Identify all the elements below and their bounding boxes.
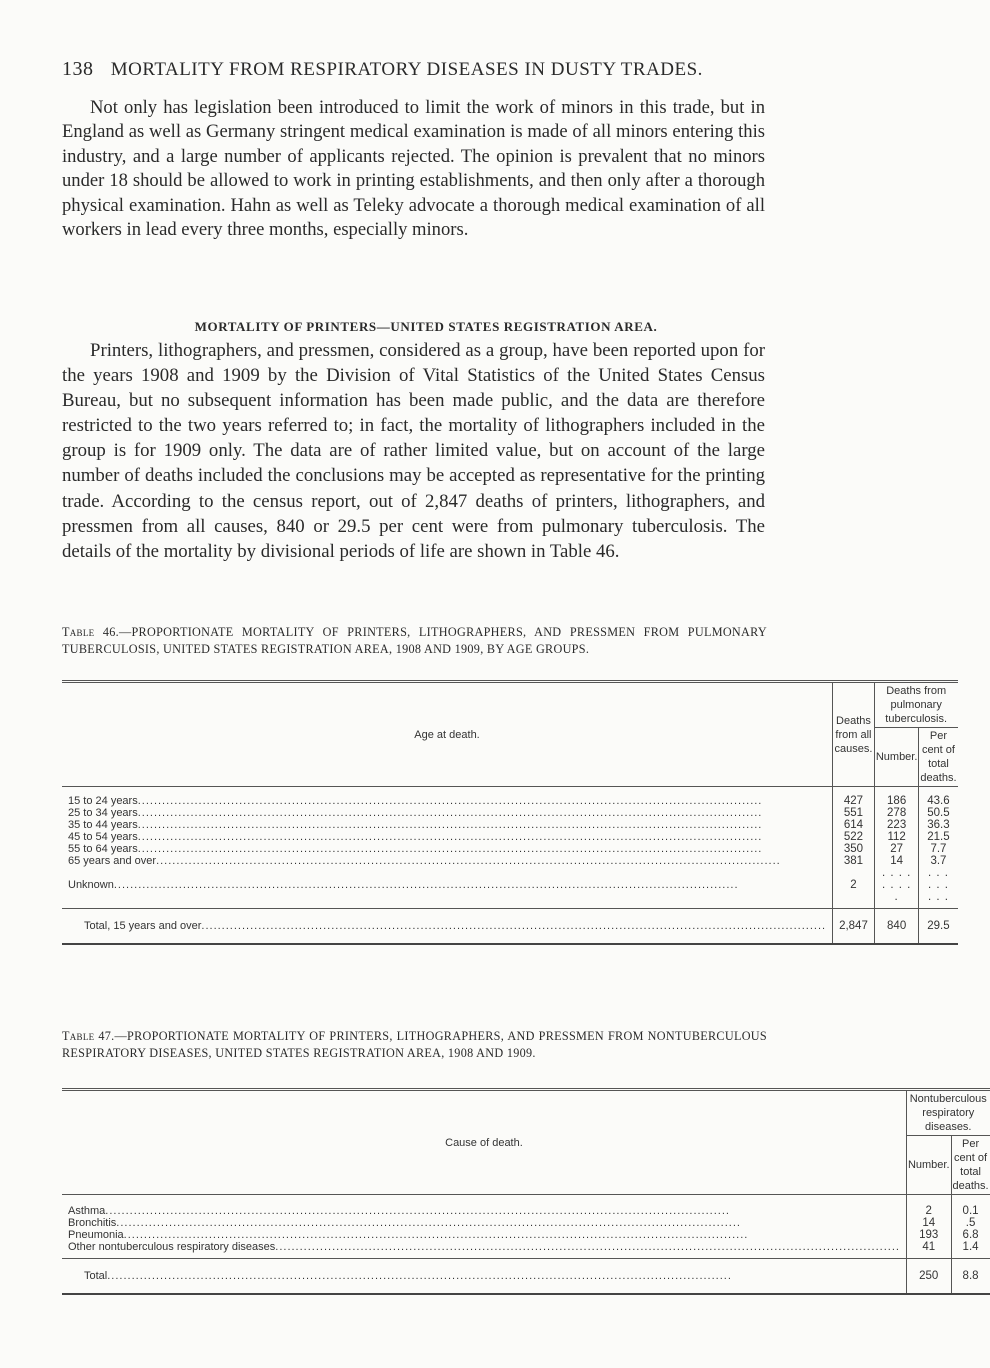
table-row xyxy=(62,1217,990,1229)
age-cell: 55 to 64 years ..... xyxy=(62,843,833,855)
col-header-percent: Per cent of total deaths. xyxy=(919,728,958,787)
percent-cell: 7.7 xyxy=(930,842,947,855)
col-header-group-tb: Deaths from pulmonary tuberculosis. xyxy=(874,682,957,728)
number-cell: 278 xyxy=(874,807,919,819)
age-cell: 65 years and over ..... xyxy=(62,855,833,867)
total-label: Total, 15 years and over ..... xyxy=(62,909,833,945)
paragraph-text: Not only has legislation been introduced to limit the work of minors in this trade, but in England as well as Germany stringent medical examination is made of all minors entering this industry, and a large number of applicants rejected. The opinion is prevalent that no minors under 18 should be allowed to work in printing establishments, and then only after a thorough physical examination. Hahn as well as Teleky advocate a thorough medical examination of all workers in lead every three months, especially minors. xyxy=(62,97,765,241)
all-causes-cell: 522 xyxy=(833,831,875,843)
percent-cell: 6.8 xyxy=(962,1228,979,1241)
percent-cell: 21.5 xyxy=(927,830,950,843)
number-cell: 186 xyxy=(874,795,919,807)
percent-cell: 50.5 xyxy=(927,806,950,819)
percent-cell: . . . . . . . . . xyxy=(927,866,949,903)
total-label: Total ..... xyxy=(62,1259,906,1295)
paragraph-minors xyxy=(62,96,765,242)
percent-cell: 0.1 xyxy=(962,1204,979,1217)
percent-cell: 43.6 xyxy=(927,794,950,807)
total-percent: 8.8 xyxy=(951,1259,990,1295)
table-47-label: Table 47. xyxy=(62,1029,115,1043)
age-cell: 25 to 34 years ..... xyxy=(62,807,833,819)
all-causes-cell: 381 xyxy=(833,855,875,867)
table-47-caption-text: —PROPORTIONATE MORTALITY OF PRINTERS, LITHOGRAPHERS, AND PRESSMEN FROM NONTUBERCULOUS RESPIRATORY DISEASES, UNITED STATES REGISTRATION AREA, 1908 AND 1909. xyxy=(62,1029,767,1060)
total-all-causes: 2,847 xyxy=(833,909,875,945)
table-47-caption xyxy=(62,1028,767,1061)
all-causes-cell: 614 xyxy=(833,819,875,831)
number-cell: 193 xyxy=(906,1229,951,1241)
table-46-caption xyxy=(62,624,767,657)
table-total-row xyxy=(62,909,958,945)
all-causes-cell: 551 xyxy=(833,807,875,819)
section-heading: MORTALITY OF PRINTERS—UNITED STATES REGISTRATION AREA. xyxy=(194,319,658,334)
number-cell: 14 xyxy=(906,1217,951,1229)
percent-cell: 36.3 xyxy=(927,818,950,831)
total-number: 840 xyxy=(874,909,919,945)
number-cell: 27 xyxy=(874,843,919,855)
number-cell: 14 xyxy=(874,855,919,867)
table-row xyxy=(62,855,958,867)
table-row xyxy=(62,1229,990,1241)
table-47 xyxy=(62,1088,990,1295)
age-cell: 35 to 44 years ..... xyxy=(62,819,833,831)
percent-cell: .5 xyxy=(965,1216,976,1229)
age-cell: 15 to 24 years ..... xyxy=(62,795,833,807)
col-header-number: Number. xyxy=(906,1136,951,1195)
number-cell: 223 xyxy=(874,819,919,831)
number-cell: 41 xyxy=(906,1241,951,1253)
col-header-cause: Cause of death. xyxy=(62,1090,906,1195)
table-46-label: Table 46. xyxy=(62,625,119,639)
table-row xyxy=(62,831,958,843)
all-causes-cell: 2 xyxy=(833,867,875,903)
table-row xyxy=(62,1241,990,1253)
number-cell: 112 xyxy=(874,831,919,843)
col-header-all-causes: Deaths from all causes. xyxy=(833,682,875,787)
table-row xyxy=(62,795,958,807)
age-cell: Unknown ..... xyxy=(62,867,833,903)
percent-cell: 3.7 xyxy=(930,854,947,867)
cause-cell: Pneumonia ..... xyxy=(62,1229,906,1241)
number-cell: 2 xyxy=(906,1205,951,1217)
table-total-row xyxy=(62,1259,990,1295)
table-row xyxy=(62,867,958,903)
table-46 xyxy=(62,680,958,945)
page-number: 138 xyxy=(62,58,94,80)
total-number: 250 xyxy=(906,1259,951,1295)
cause-cell: Asthma ..... xyxy=(62,1205,906,1217)
total-percent: 29.5 xyxy=(919,909,958,945)
age-cell: 45 to 54 years ..... xyxy=(62,831,833,843)
running-header xyxy=(62,58,762,81)
paragraph-text: Printers, lithographers, and pressmen, considered as a group, have been reported upon for the years 1908 and 1909 by the Division of Vital Statistics of the United States Census Bureau, but no subsequent information has been made public, and the data are therefore restricted to the two years referred to; in fact, the mortality of lithographers included in the group is for 1909 only. The data are of rather limited value, but on account of the large number of deaths included the conclusions may be accepted as representative for the printing trade. According to the census report, out of 2,847 deaths of printers, lithographers, and pressmen from all causes, 840 or 29.5 per cent were from pulmonary tuberculosis. The details of the mortality by divisional periods of life are shown in Table 46. xyxy=(62,340,765,562)
cause-cell: Bronchitis ..... xyxy=(62,1217,906,1229)
col-header-number: Number. xyxy=(874,728,919,787)
table-row xyxy=(62,807,958,819)
col-header-group-nontb: Nontuberculous respiratory diseases. xyxy=(906,1090,989,1136)
table-row xyxy=(62,843,958,855)
table-46-caption-text: —PROPORTIONATE MORTALITY OF PRINTERS, LITHOGRAPHERS, AND PRESSMEN FROM PULMONARY TUBERCULOSIS, UNITED STATES REGISTRATION AREA, 1908 AND 1909, BY AGE GROUPS. xyxy=(62,625,767,656)
paragraph-printers xyxy=(62,338,765,564)
col-header-percent: Per cent of total deaths. xyxy=(951,1136,990,1195)
number-cell: . . . . . . . . . xyxy=(874,867,919,903)
all-causes-cell: 427 xyxy=(833,795,875,807)
running-title: MORTALITY FROM RESPIRATORY DISEASES IN DUSTY TRADES. xyxy=(110,59,703,80)
table-row xyxy=(62,819,958,831)
cause-cell: Other nontuberculous respiratory diseases ..... xyxy=(62,1241,906,1253)
percent-cell: 1.4 xyxy=(962,1240,979,1253)
table-row xyxy=(62,1205,990,1217)
col-header-age: Age at death. xyxy=(62,682,833,787)
all-causes-cell: 350 xyxy=(833,843,875,855)
